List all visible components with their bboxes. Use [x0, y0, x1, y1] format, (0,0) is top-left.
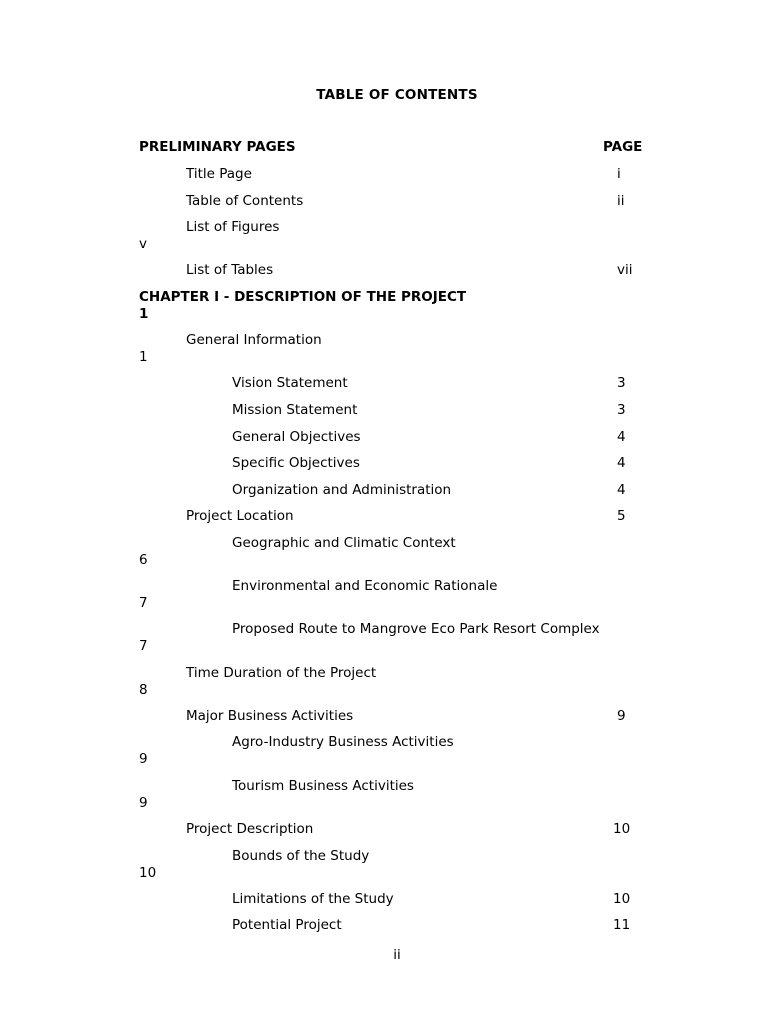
toc-entry-page: 5	[617, 508, 626, 524]
toc-entry-page: 4	[617, 482, 626, 498]
toc-entry-page: 6	[139, 552, 148, 568]
toc-entry-label: Geographic and Climatic Context	[232, 535, 456, 551]
toc-entry-page: 7	[139, 638, 148, 654]
toc-entry-page: 10	[613, 821, 631, 837]
toc-entry-label: General Objectives	[232, 429, 361, 445]
toc-title: TABLE OF CONTENTS	[316, 87, 478, 103]
toc-entry-page: v	[139, 236, 147, 252]
toc-entry-page: i	[617, 166, 621, 182]
toc-entry-label: Proposed Route to Mangrove Eco Park Resort Complex	[232, 621, 600, 637]
toc-entry-page: 9	[139, 751, 148, 767]
toc-entry-label: Vision Statement	[232, 375, 348, 391]
toc-entry-label: Potential Project	[232, 917, 342, 933]
toc-entry-page: 4	[617, 429, 626, 445]
chapter-heading: CHAPTER I - DESCRIPTION OF THE PROJECT	[139, 289, 467, 305]
toc-entry-label: Tourism Business Activities	[232, 778, 414, 794]
toc-entry-label: Project Description	[186, 821, 314, 837]
toc-entry-label: Table of Contents	[186, 193, 304, 209]
toc-entry-page: 4	[617, 455, 626, 471]
toc-entry-label: Environmental and Economic Rationale	[232, 578, 498, 594]
toc-entry-page: 1	[139, 349, 148, 365]
toc-entry-label: Specific Objectives	[232, 455, 360, 471]
toc-entry-label: Limitations of the Study	[232, 891, 394, 907]
toc-entry-page: 3	[617, 402, 626, 418]
page-number-footer: ii	[393, 947, 401, 963]
toc-entry-label: Title Page	[186, 166, 252, 182]
toc-entry-label: List of Tables	[186, 262, 274, 278]
toc-entry-page: 11	[613, 917, 631, 933]
toc-entry-label: Organization and Administration	[232, 482, 452, 498]
toc-entry-label: Major Business Activities	[186, 708, 354, 724]
toc-entry-page: 8	[139, 682, 148, 698]
toc-entry-page: ii	[617, 193, 625, 209]
toc-entry-page: 7	[139, 595, 148, 611]
toc-entry-label: Project Location	[186, 508, 294, 524]
toc-entry-page: 9	[139, 795, 148, 811]
toc-entry-page: 10	[139, 865, 157, 881]
section-heading-preliminary: PRELIMINARY PAGES	[139, 139, 296, 155]
toc-entry-page: 3	[617, 375, 626, 391]
toc-entry-page: 10	[613, 891, 631, 907]
toc-entry-label: General Information	[186, 332, 322, 348]
toc-entry-label: List of Figures	[186, 219, 280, 235]
toc-entry-label: Time Duration of the Project	[186, 665, 377, 681]
toc-entry-page: vii	[617, 262, 633, 278]
toc-entry-page: 1	[139, 306, 149, 322]
toc-entry-label: Bounds of the Study	[232, 848, 370, 864]
page-column-header: PAGE	[603, 139, 643, 155]
toc-entry-label: Mission Statement	[232, 402, 358, 418]
toc-entry-page: 9	[617, 708, 626, 724]
toc-entry-label: Agro-Industry Business Activities	[232, 734, 454, 750]
